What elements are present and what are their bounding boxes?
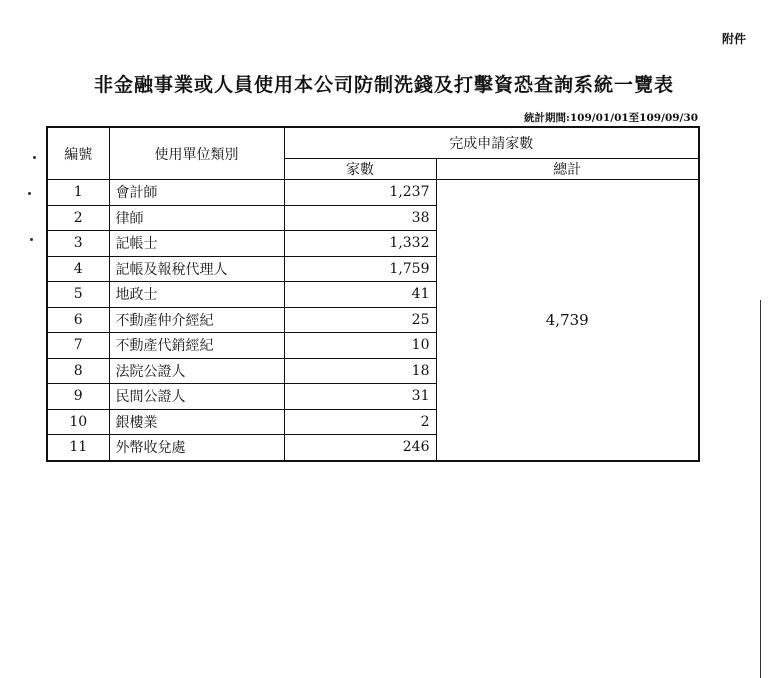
scan-speck: [30, 238, 33, 241]
header-total: 總計: [436, 159, 699, 180]
statistics-period: 統計期間:109/01/01至109/09/30: [524, 112, 698, 124]
row-category: 不動產代銷經紀: [109, 333, 284, 359]
row-count: 246: [284, 435, 436, 461]
table-header-row: [47, 127, 699, 159]
row-number: 1: [47, 180, 109, 206]
row-number: 10: [47, 409, 109, 435]
row-category: 民間公證人: [109, 384, 284, 410]
row-count: 1,237: [284, 180, 436, 206]
row-number: 11: [47, 435, 109, 461]
scan-edge-line: [760, 300, 761, 678]
header-count: 家數: [284, 159, 436, 180]
row-category: 法院公證人: [109, 358, 284, 384]
table-row: [47, 180, 699, 206]
header-number: 編號: [47, 127, 109, 180]
row-number: 7: [47, 333, 109, 359]
row-count: 18: [284, 358, 436, 384]
scan-speck: [28, 192, 31, 195]
row-count: 25: [284, 307, 436, 333]
row-number: 8: [47, 358, 109, 384]
header-category: 使用單位類別: [109, 127, 284, 180]
grand-total: 4,739: [436, 180, 699, 461]
row-count: 2: [284, 409, 436, 435]
row-number: 3: [47, 231, 109, 257]
header-completed: 完成申請家數: [284, 127, 699, 159]
document-title: 非金融事業或人員使用本公司防制洗錢及打擊資恐查詢系統一覽表: [93, 74, 674, 96]
row-count: 31: [284, 384, 436, 410]
row-count: 38: [284, 205, 436, 231]
scan-speck: [33, 156, 36, 159]
row-count: 1,759: [284, 256, 436, 282]
row-category: 銀樓業: [109, 409, 284, 435]
row-number: 4: [47, 256, 109, 282]
row-count: 41: [284, 282, 436, 308]
row-number: 9: [47, 384, 109, 410]
row-count: 1,332: [284, 231, 436, 257]
row-category: 會計師: [109, 180, 284, 206]
row-count: 10: [284, 333, 436, 359]
row-category: 記帳士: [109, 231, 284, 257]
row-category: 不動產仲介經紀: [109, 307, 284, 333]
row-number: 6: [47, 307, 109, 333]
row-category: 地政士: [109, 282, 284, 308]
summary-table: [46, 126, 700, 462]
attachment-label: 附件: [721, 32, 746, 46]
row-category: 記帳及報稅代理人: [109, 256, 284, 282]
row-category: 律師: [109, 205, 284, 231]
row-number: 5: [47, 282, 109, 308]
row-number: 2: [47, 205, 109, 231]
row-category: 外幣收兌處: [109, 435, 284, 461]
